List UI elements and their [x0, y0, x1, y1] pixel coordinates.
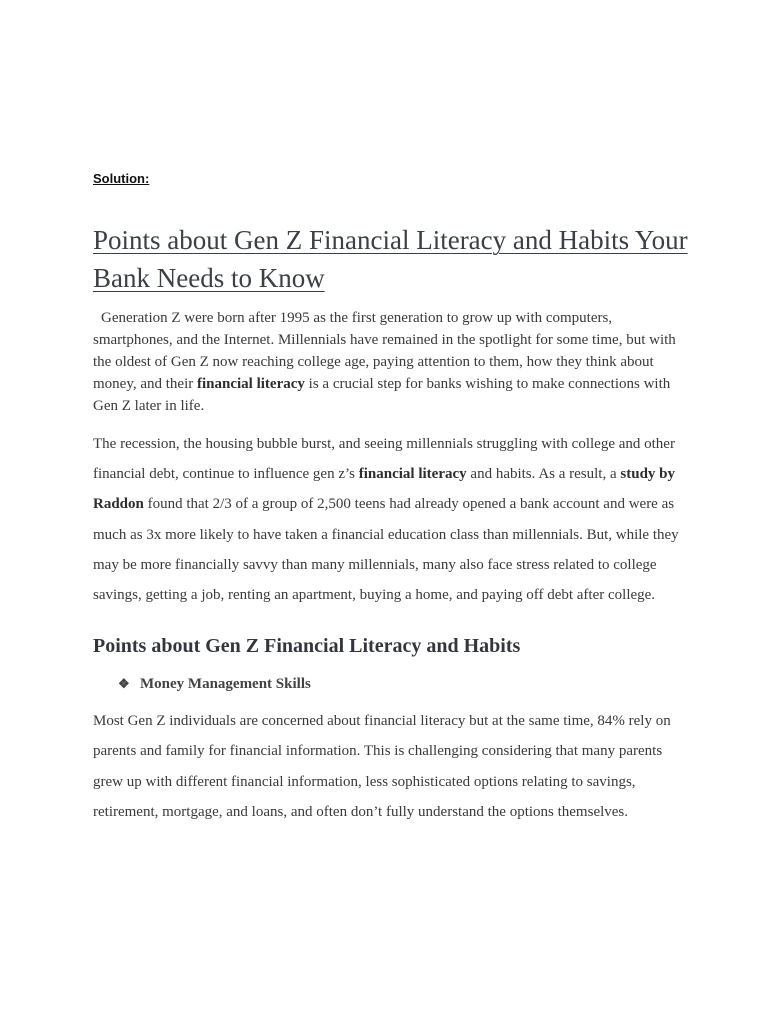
document-content: [93, 170, 693, 827]
intro-paragraph: [93, 307, 693, 417]
diamond-bullet-icon: ❖: [118, 676, 130, 692]
intro-text-1: Generation Z were born after 1995 as the first generation to grow up with computers, smartphones, and the Internet. Millennials have remained in the spotlight for some time, but with the oldest of Gen Z now reaching college age, paying attention to them, how they think about money, and their: [93, 310, 676, 392]
para2-bold-financial-literacy: financial literacy: [358, 466, 467, 483]
para2-text-2: and habits. As a result, a: [466, 466, 621, 483]
bullet-money-management: [118, 674, 693, 694]
money-management-paragraph: Most Gen Z individuals are concerned about financial literacy but at the same time, 84% rely on parents and family for financial information. This is challenging considering that many parents grew up with different financial information, less sophisticated options relating to savings, retirement, mortgage, and loans, and often don’t fully understand the options themselves.: [93, 713, 671, 820]
solution-label: Solution:: [93, 171, 150, 186]
document-title: Points about Gen Z Financial Literacy and Habits Your Bank Needs to Know: [93, 225, 688, 293]
recession-paragraph: [93, 429, 693, 610]
intro-bold-financial-literacy: financial literacy: [197, 376, 305, 392]
intro-text-2: is a crucial step for banks wishing to make connections with Gen Z later in life.: [93, 376, 671, 414]
section-heading: Points about Gen Z Financial Literacy and Habits: [93, 635, 521, 658]
para2-text-1: The recession, the housing bubble burst, and seeing millennials struggling with college and other financial debt, continue to influence gen z’s: [93, 436, 675, 483]
para2-bold-study-by-raddon: study by Raddon: [93, 466, 675, 513]
bullet-label: Money Management Skills: [140, 676, 311, 693]
para2-text-3: found that 2/3 of a group of 2,500 teens had already opened a bank account and were as much as 3x more likely to have taken a financial education class than millennials. But, while they may be more financially savvy than many millennials, many also face stress related to college savings, getting a job, renting an apartment, buying a home, and paying off debt after college.: [93, 496, 679, 604]
